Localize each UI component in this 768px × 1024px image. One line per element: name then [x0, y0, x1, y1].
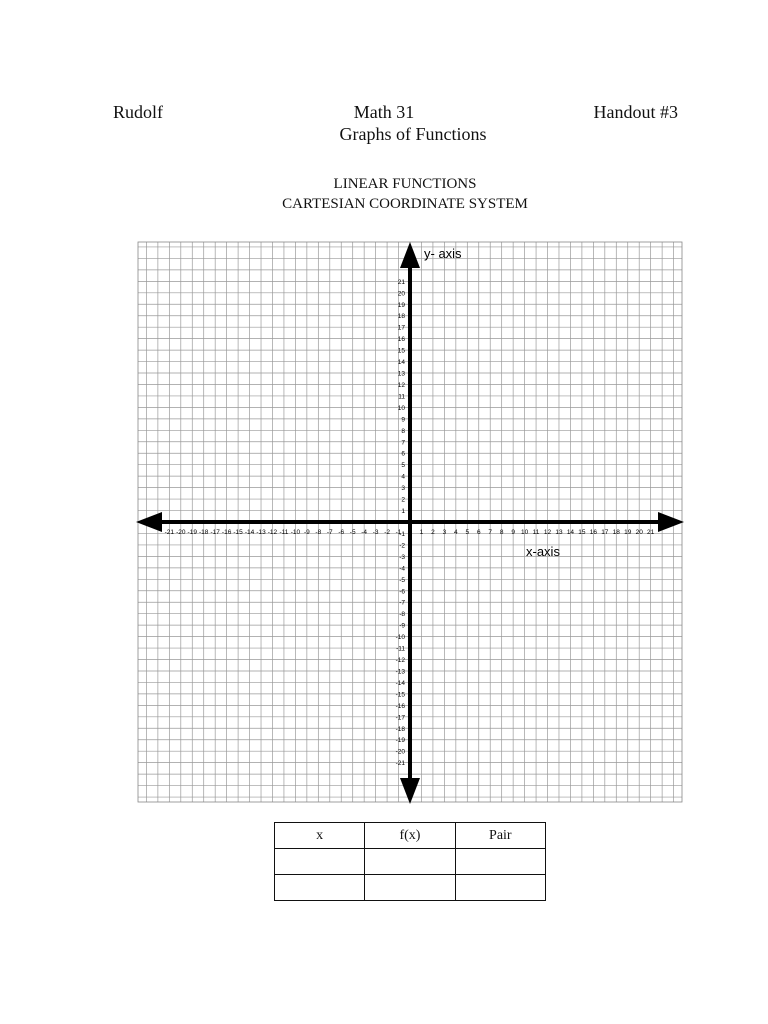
y-tick-label: 20: [397, 290, 405, 298]
y-tick-label: 9: [401, 416, 405, 424]
y-tick-label: 14: [397, 359, 405, 367]
y-tick-label: 11: [398, 393, 405, 401]
x-tick-label: -15: [233, 529, 243, 536]
x-tick-label: 2: [431, 529, 435, 536]
y-tick-label: -10: [395, 634, 405, 642]
x-tick-label: -8: [315, 529, 322, 536]
section-subtitle: CARTESIAN COORDINATE SYSTEM: [282, 196, 528, 212]
x-tick-label: 13: [555, 529, 563, 536]
y-tick-label: -18: [395, 725, 405, 733]
table-cell[interactable]: [455, 849, 545, 875]
x-tick-label: 9: [511, 529, 515, 536]
y-tick-label: -15: [395, 691, 405, 699]
table-cell[interactable]: [365, 849, 455, 875]
section-title: LINEAR FUNCTIONS: [333, 176, 477, 192]
y-tick-label: -6: [399, 588, 405, 596]
y-tick-label: -13: [395, 668, 405, 676]
table-row: [275, 875, 546, 901]
y-tick-label: -20: [395, 748, 405, 756]
x-tick-label: 5: [465, 529, 470, 536]
x-tick-label: 11: [532, 529, 540, 536]
y-tick-label: 13: [397, 370, 405, 378]
x-tick-label: 14: [566, 529, 575, 536]
table-cell[interactable]: [365, 875, 455, 901]
x-tick-label: -2: [384, 529, 390, 536]
y-tick-label: -14: [395, 679, 405, 687]
x-axis-right-arrow: [658, 512, 684, 532]
y-tick-label: 4: [401, 473, 405, 481]
x-tick-label: 7: [488, 529, 493, 536]
x-tick-label: -1: [395, 529, 402, 536]
x-tick-label: -17: [210, 529, 220, 536]
x-axis-label: x-axis: [526, 544, 560, 559]
table-header-fx: f(x): [365, 823, 455, 849]
y-tick-label: -7: [399, 599, 405, 607]
x-tick-label: -12: [267, 529, 278, 536]
x-tick-label: -19: [187, 529, 197, 536]
x-tick-label: 17: [601, 529, 609, 536]
y-tick-label: 10: [397, 404, 405, 412]
x-tick-label: -10: [290, 529, 301, 536]
x-tick-label: -20: [176, 529, 186, 536]
axes: [136, 242, 684, 804]
y-axis-label: y- axis: [424, 246, 462, 261]
x-tick-label: 16: [589, 529, 597, 536]
y-tick-label: 12: [397, 381, 405, 389]
y-tick-label: 17: [397, 324, 405, 332]
x-tick-label: -11: [279, 529, 289, 536]
x-tick-label: 19: [624, 529, 632, 536]
table-cell[interactable]: [275, 849, 365, 875]
x-tick-label: -6: [338, 529, 345, 536]
x-tick-label: 21: [647, 529, 655, 536]
y-axis-top-arrow: [400, 242, 420, 268]
x-tick-label: -16: [221, 529, 232, 536]
y-tick-label: -17: [395, 714, 405, 722]
table-cell[interactable]: [275, 875, 365, 901]
y-tick-label: -4: [399, 565, 405, 573]
x-tick-label: 3: [442, 529, 447, 536]
x-tick-label: 20: [635, 529, 643, 536]
y-tick-label: 5: [401, 462, 405, 470]
x-tick-label: -3: [372, 529, 379, 536]
y-tick-label: -5: [399, 576, 405, 584]
x-tick-label: -18: [199, 529, 209, 536]
x-tick-label: 18: [612, 529, 620, 536]
y-tick-label: 8: [401, 427, 405, 435]
y-tick-label: -19: [395, 737, 405, 745]
y-tick-label: 6: [401, 450, 405, 458]
x-tick-label: -4: [361, 529, 368, 536]
y-tick-label: -2: [399, 542, 405, 550]
table-header-row: [275, 823, 546, 849]
x-tick-label: 12: [543, 529, 552, 536]
table-header-x: x: [275, 823, 365, 849]
x-tick-label: -9: [303, 529, 310, 536]
y-tick-label: 21: [397, 278, 405, 286]
table-row: [275, 849, 546, 875]
x-tick-label: 15: [578, 529, 586, 536]
x-tick-label: -21: [164, 529, 175, 536]
x-tick-label: -5: [349, 529, 356, 536]
y-tick-label: -1: [399, 530, 405, 538]
x-tick-label: 10: [520, 529, 529, 536]
x-tick-label: 8: [499, 529, 504, 536]
y-tick-label: 15: [397, 347, 405, 355]
y-tick-label: -11: [396, 645, 405, 653]
xy-table: [274, 822, 546, 901]
y-axis-bottom-arrow: [400, 778, 420, 804]
x-tick-label: -13: [256, 529, 266, 536]
table-header-pair: Pair: [455, 823, 545, 849]
y-tick-label: -8: [399, 611, 405, 619]
course-name: Math 31: [353, 102, 415, 122]
y-tick-label: 1: [401, 508, 405, 516]
y-tick-label: -16: [395, 702, 405, 710]
x-tick-label: -7: [326, 529, 333, 536]
x-tick-label: -14: [244, 529, 255, 536]
handout-subtitle: Graphs of Functions: [339, 124, 487, 144]
handout-number: Handout #3: [593, 102, 678, 122]
x-tick-label: 6: [476, 529, 481, 536]
x-axis-left-arrow: [136, 512, 162, 532]
y-tick-label: -9: [399, 622, 405, 630]
y-tick-label: 19: [397, 301, 405, 309]
x-tick-label: 4: [454, 529, 458, 536]
author-name: Rudolf: [113, 102, 164, 122]
y-tick-label: 2: [401, 496, 405, 504]
y-tick-label: 3: [401, 485, 405, 493]
y-tick-label: -12: [395, 657, 405, 665]
table-cell[interactable]: [455, 875, 545, 901]
y-tick-label: 16: [397, 336, 405, 344]
y-tick-label: -21: [395, 760, 405, 768]
x-tick-label: 1: [419, 529, 424, 536]
y-tick-label: 7: [401, 439, 405, 447]
y-tick-label: -3: [399, 553, 405, 561]
y-tick-label: 18: [397, 313, 405, 321]
